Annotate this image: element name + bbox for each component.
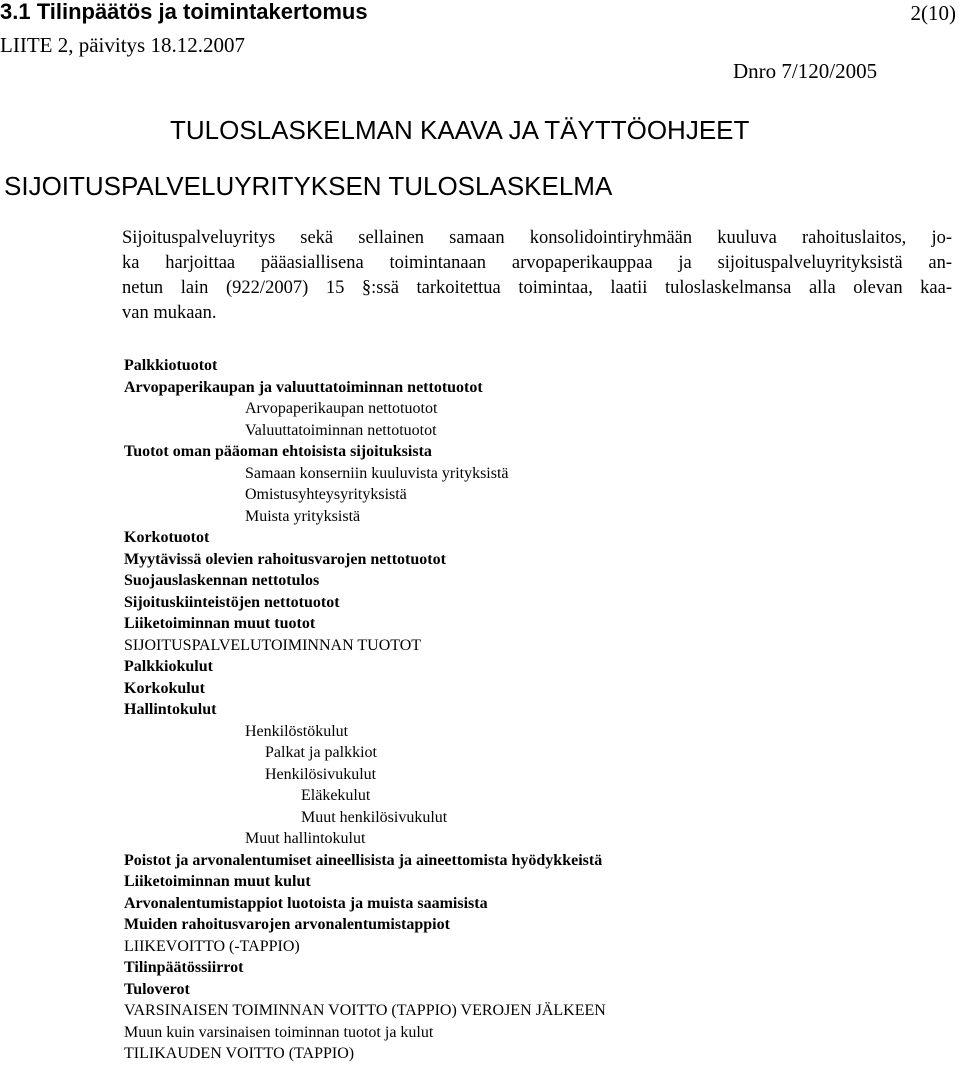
row-arvopaperikaupan-nettotuotot: Arvopaperikaupan nettotuotot: [245, 400, 438, 417]
row-poistot-ja-arvonalentumiset: Poistot ja arvonalentumiset aineellisista ja aineettomista hyödykkeistä: [124, 851, 603, 869]
row-henkilostokulut: Henkilöstökulut: [245, 722, 349, 740]
row-palkkiokulut: Palkkiokulut: [124, 658, 213, 675]
intro-line: netun lain (922/2007) 15 §:ssä tarkoitettua toimintaa, laatii tuloslaskelmansa alla olevan kaa-: [122, 278, 952, 298]
row-tuloverot: Tuloverot: [124, 980, 190, 998]
row-palkkiotuotot: Palkkiotuotot: [124, 357, 218, 374]
row-palkat-ja-palkkiot: Palkat ja palkkiot: [265, 744, 377, 761]
row-sijoituspalvelutoiminnan-tuotot: SIJOITUSPALVELUTOIMINNAN TUOTOT: [124, 636, 422, 654]
row-korkokulut: Korkokulut: [124, 679, 205, 697]
row-liikevoitto: LIIKEVOITTO (-TAPPIO): [124, 937, 300, 955]
row-tilinpaatossiirrot: Tilinpäätössiirrot: [124, 959, 244, 976]
row-arvonalentumistappiot-luotoista: Arvonalentumistappiot luotoista ja muista saamisista: [124, 894, 488, 912]
document-subtitle: SIJOITUSPALVELUYRITYKSEN TULOSLASKELMA: [4, 171, 613, 201]
row-muiden-rahoitusvarojen-arvonalentumistappiot: Muiden rahoitusvarojen arvonalentumistappiot: [124, 916, 450, 933]
section-title: 3.1 Tilinpäätös ja toimintakertomus: [0, 0, 368, 24]
intro-line: Sijoituspalveluyritys sekä sellainen samaan konsolidointiryhmään kuuluva rahoituslaitos, jo-: [122, 228, 952, 248]
row-muun-kuin-varsinaisen-toiminnan: Muun kuin varsinaisen toiminnan tuotot ja kulut: [124, 1023, 434, 1041]
document-number: Dnro 7/120/2005: [733, 59, 878, 83]
row-muut-henkilosivukulut: Muut henkilösivukulut: [301, 808, 448, 826]
row-valuuttatoiminnan-nettotuotot: Valuuttatoiminnan nettotuotot: [245, 421, 437, 439]
document-title: TULOSLASKELMAN KAAVA JA TÄYTTÖOHJEET: [170, 115, 750, 145]
row-omistusyhteysyrityksista: Omistusyhteysyrityksistä: [245, 486, 407, 503]
row-varsinaisen-toiminnan-voitto: VARSINAISEN TOIMINNAN VOITTO (TAPPIO) VEROJEN JÄLKEEN: [124, 1002, 606, 1019]
row-hallintokulut: Hallintokulut: [124, 701, 217, 718]
row-suojauslaskennan-nettotulos: Suojauslaskennan nettotulos: [124, 572, 320, 589]
row-tuotot-oman-paaoman-ehtoisista-sijoituksista: Tuotot oman pääoman ehtoisista sijoituksista: [124, 443, 432, 460]
row-myytavissa-olevien-rahoitusvarojen: Myytävissä olevien rahoitusvarojen nettotuotot: [124, 550, 446, 568]
appendix-line: LIITE 2, päivitys 18.12.2007: [0, 33, 245, 57]
row-liiketoiminnan-muut-tuotot: Liiketoiminnan muut tuotot: [124, 615, 316, 632]
intro-line: van mukaan.: [122, 303, 217, 323]
row-samaan-konserniin-kuuluvista: Samaan konserniin kuuluvista yrityksistä: [245, 464, 509, 482]
row-elakekulut: Eläkekulut: [301, 787, 371, 804]
row-liiketoiminnan-muut-kulut: Liiketoiminnan muut kulut: [124, 873, 311, 890]
page-number: 2(10): [910, 1, 956, 25]
intro-paragraph: [122, 226, 952, 326]
row-arvopaperikaupan-ja-valuuttatoiminnan-nettotuotot: Arvopaperikaupan ja valuuttatoiminnan nettotuotot: [124, 378, 483, 396]
row-muista-yrityksista: Muista yrityksistä: [245, 507, 361, 525]
row-sijoituskiinteistojen-nettotuotot: Sijoituskiinteistöjen nettotuotot: [124, 593, 340, 611]
row-tilikauden-voitto: TILIKAUDEN VOITTO (TAPPIO): [124, 1045, 355, 1062]
row-korkotuotot: Korkotuotot: [124, 529, 210, 546]
intro-line: ka harjoittaa pääasiallisena toimintanaan arvopaperikauppaa ja sijoituspalveluyrityksistä an-: [122, 253, 952, 273]
row-henkilosivukulut: Henkilösivukulut: [265, 765, 377, 783]
income-statement-rows: [124, 355, 944, 1065]
row-muut-hallintokulut: Muut hallintokulut: [245, 830, 366, 847]
